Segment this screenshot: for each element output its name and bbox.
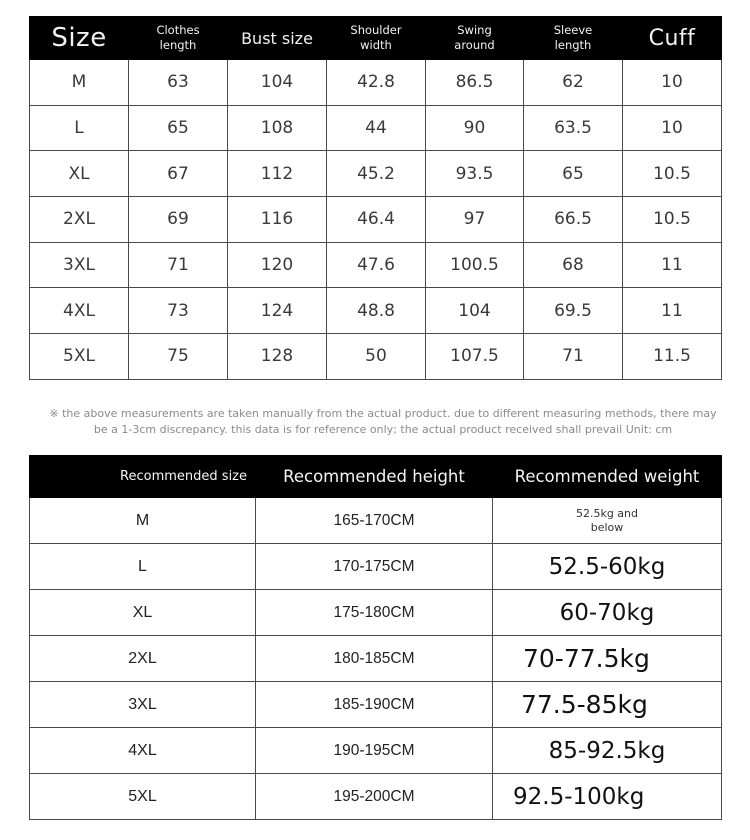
header-recommended-weight: Recommended weight (493, 456, 722, 498)
cell-size: L (30, 105, 129, 151)
cell-swing-around: 97 (426, 197, 524, 243)
cell-rec-height: 185-190CM (256, 682, 493, 728)
header-sleeve-line1: Sleeve (553, 23, 593, 37)
header-clothes-line2: length (159, 38, 197, 52)
cell-clothes-length: 73 (129, 288, 228, 334)
cell-cuff: 11.5 (623, 334, 722, 380)
cell-cuff: 10.5 (623, 197, 722, 243)
cell-clothes-length: 69 (129, 197, 228, 243)
table-row (30, 590, 722, 636)
header-swing-line2: around (454, 38, 495, 52)
cell-swing-around: 90 (426, 105, 524, 151)
cell-bust-size: 104 (228, 60, 327, 106)
header-swing-around (426, 17, 524, 60)
cell-size: 5XL (30, 334, 129, 380)
cell-cuff: 10.5 (623, 151, 722, 197)
measurement-note (30, 406, 736, 438)
cell-rec-weight (493, 498, 722, 544)
cell-clothes-length: 63 (129, 60, 228, 106)
header-recommended-size: Recommended size (30, 456, 256, 498)
cell-shoulder-width: 47.6 (327, 242, 426, 288)
cell-bust-size: 124 (228, 288, 327, 334)
cell-swing-around: 86.5 (426, 60, 524, 106)
note-line-1: ※ the above measurements are taken manually from the actual product. due to different measuring methods, there may (49, 407, 717, 420)
size-chart-table (29, 16, 722, 380)
cell-clothes-length: 75 (129, 334, 228, 380)
cell-rec-size: 2XL (30, 636, 256, 682)
weight-line-2: below (590, 520, 624, 534)
weight-line-1: 52.5kg and (575, 506, 639, 520)
header-cuff: Cuff (623, 17, 722, 60)
header-clothes-length (129, 17, 228, 60)
cell-rec-size: 3XL (30, 682, 256, 728)
table-row (30, 60, 722, 106)
cell-sleeve-length: 66.5 (524, 197, 623, 243)
size-chart-header-row (30, 17, 722, 60)
cell-clothes-length: 65 (129, 105, 228, 151)
cell-shoulder-width: 44 (327, 105, 426, 151)
cell-rec-height: 175-180CM (256, 590, 493, 636)
table-row (30, 544, 722, 590)
cell-shoulder-width: 50 (327, 334, 426, 380)
cell-rec-height: 165-170CM (256, 498, 493, 544)
cell-swing-around: 100.5 (426, 242, 524, 288)
table-row (30, 774, 722, 820)
cell-clothes-length: 71 (129, 242, 228, 288)
table-row (30, 105, 722, 151)
cell-rec-weight: 92.5-100kg (493, 774, 722, 820)
cell-size: 3XL (30, 242, 129, 288)
cell-sleeve-length: 65 (524, 151, 623, 197)
cell-size: 4XL (30, 288, 129, 334)
cell-sleeve-length: 62 (524, 60, 623, 106)
cell-shoulder-width: 42.8 (327, 60, 426, 106)
recommendation-table (29, 455, 722, 820)
table-row (30, 334, 722, 380)
cell-sleeve-length: 68 (524, 242, 623, 288)
cell-rec-height: 195-200CM (256, 774, 493, 820)
cell-cuff: 10 (623, 105, 722, 151)
header-shoulder-line2: width (360, 38, 392, 52)
cell-size: M (30, 60, 129, 106)
table-row (30, 728, 722, 774)
cell-bust-size: 112 (228, 151, 327, 197)
cell-rec-height: 170-175CM (256, 544, 493, 590)
cell-bust-size: 120 (228, 242, 327, 288)
header-swing-line1: Swing (457, 23, 492, 37)
header-shoulder-width (327, 17, 426, 60)
cell-rec-weight: 85-92.5kg (493, 728, 722, 774)
table-row (30, 197, 722, 243)
cell-clothes-length: 67 (129, 151, 228, 197)
table-row (30, 242, 722, 288)
table-row (30, 636, 722, 682)
cell-swing-around: 93.5 (426, 151, 524, 197)
cell-rec-size: M (30, 498, 256, 544)
header-clothes-line1: Clothes (156, 23, 200, 37)
cell-rec-height: 180-185CM (256, 636, 493, 682)
cell-rec-size: 4XL (30, 728, 256, 774)
cell-shoulder-width: 48.8 (327, 288, 426, 334)
header-bust-size: Bust size (228, 17, 327, 60)
cell-cuff: 11 (623, 288, 722, 334)
table-row (30, 288, 722, 334)
cell-sleeve-length: 63.5 (524, 105, 623, 151)
cell-shoulder-width: 45.2 (327, 151, 426, 197)
cell-cuff: 10 (623, 60, 722, 106)
cell-rec-weight: 77.5-85kg (493, 682, 722, 728)
cell-swing-around: 104 (426, 288, 524, 334)
header-shoulder-line1: Shoulder (350, 23, 402, 37)
table-row (30, 498, 722, 544)
cell-bust-size: 116 (228, 197, 327, 243)
cell-size: XL (30, 151, 129, 197)
header-recommended-height: Recommended height (256, 456, 493, 498)
cell-rec-weight: 52.5-60kg (493, 544, 722, 590)
table-row (30, 682, 722, 728)
cell-sleeve-length: 69.5 (524, 288, 623, 334)
header-sleeve-line2: length (554, 38, 592, 52)
cell-rec-size: L (30, 544, 256, 590)
cell-bust-size: 128 (228, 334, 327, 380)
cell-sleeve-length: 71 (524, 334, 623, 380)
cell-rec-height: 190-195CM (256, 728, 493, 774)
header-size: Size (30, 17, 129, 60)
header-sleeve-length (524, 17, 623, 60)
recommendation-header-row (30, 456, 722, 498)
table-row (30, 151, 722, 197)
cell-rec-size: 5XL (30, 774, 256, 820)
cell-rec-weight: 70-77.5kg (493, 636, 722, 682)
cell-cuff: 11 (623, 242, 722, 288)
cell-rec-size: XL (30, 590, 256, 636)
cell-swing-around: 107.5 (426, 334, 524, 380)
cell-rec-weight: 60-70kg (493, 590, 722, 636)
cell-bust-size: 108 (228, 105, 327, 151)
cell-size: 2XL (30, 197, 129, 243)
note-line-2: be a 1-3cm discrepancy. this data is for reference only; the actual product received shall prevail Unit: cm (93, 423, 673, 436)
cell-shoulder-width: 46.4 (327, 197, 426, 243)
